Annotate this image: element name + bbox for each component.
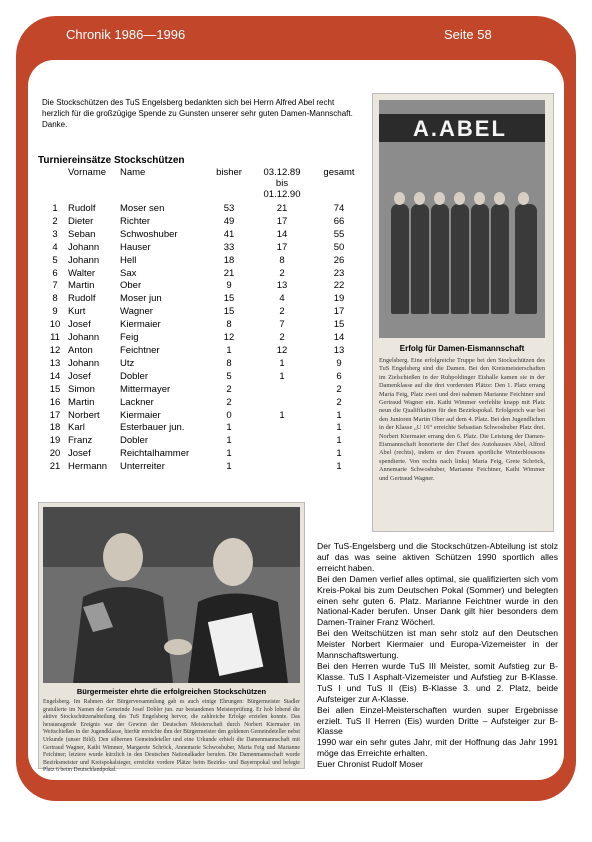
thanks-note: Die Stockschützen des TuS Engelsberg bedankten sich bei Herrn Alfred Abel recht herzlich für die großzügige Spende zu Gunsten unserer sehr guten Damen-Mannschaft. Danke. — [42, 98, 353, 129]
table-row — [42, 345, 362, 358]
article-paragraph: Bei den Weitschützen ist man sehr stolz auf den Deutschen Meister Norbert Kiermaier und Europa-Vizemeister in der Mannschaftswertung. — [317, 628, 558, 661]
row-number: 4 — [52, 241, 58, 253]
row-vorname: Martin — [68, 280, 95, 292]
row-gesamt: 26 — [333, 254, 345, 266]
row-bisher: 8 — [226, 319, 232, 331]
row-gesamt: 17 — [333, 306, 345, 318]
table-row — [42, 358, 362, 371]
row-vorname: Rudolf — [68, 293, 96, 305]
col-header-name: Name — [120, 167, 146, 178]
row-gesamt: 2 — [336, 383, 342, 395]
row-vorname: Johann — [68, 357, 100, 369]
article-paragraph: Bei allen Einzel-Meisterschaften wurden super Ergebnisse erzielt. TuS II Herren (Eis) wurden Dritte – Aufsteiger zur B-Klasse — [317, 704, 558, 737]
article-paragraph: 1990 war ein sehr gutes Jahr, mit der Hoffnung das Jahr 1991 möge das Erreichte erhalten. — [317, 737, 558, 759]
table-row — [42, 216, 362, 229]
row-number: 5 — [52, 254, 58, 266]
table-row — [42, 448, 362, 461]
person-head — [434, 192, 445, 205]
row-number: 1 — [52, 203, 58, 214]
table-row — [42, 384, 362, 397]
row-bisher: 2 — [226, 396, 232, 408]
row-name: Mittermayer — [120, 383, 171, 395]
table-row — [42, 255, 362, 268]
row-bisher: 15 — [223, 306, 235, 318]
table-row — [42, 229, 362, 242]
row-gesamt: 50 — [333, 241, 345, 253]
newspaper-clipping-buergermeister — [38, 502, 305, 774]
person-figure — [515, 204, 537, 314]
row-gesamt: 1 — [336, 409, 342, 421]
row-name: Lackner — [120, 396, 154, 408]
row-period: 8 — [279, 254, 285, 266]
row-period — [248, 397, 316, 410]
row-bisher: 15 — [223, 293, 235, 305]
header-title: Chronik 1986—1996 — [66, 27, 186, 42]
row-name: Hell — [120, 254, 137, 266]
team-photo — [379, 100, 545, 338]
clipping-body: Engelsberg. Im Rahmen der Bürgerversammlung gab es auch einige Ehrungen: Bürgermeister Stadler gratulierte im Namen der Gemeinde Josef Dobler jun. zur bestandenen Meisterprüfung. Er hob lobend die aktive Stockschützenabteilung des TuS Engelsberg hervor, die zahlreiche Erfolge erzielen konnte. Das herausragende Ereignis war der Gewinn der Deutschen Meisterschaft durch Norbert Kiermaier im Weitschießen in der Jugendklasse, hierfür erreichte ihm der Bürgermeister den goldenen Gemeindeteller nebst Urkunde (unser Bild). Den silbernen Gemeindeteller und eine Urkunde erhielt die Damenmannschaft mit Gertraud Wagner, Kathi Wimmer, Margarete Schröck, Annemarie Schwoshuber, Maria Feig und Marianne Feichtner; letztere wurde kürzlich in den Deutschen Nationalkader berufen. Die Damenmannschaft wurde Bezirksmeister und Kreispokalsieger, erreichte vordere Plätze beim Bezirks- und Bayernpokal und belegte Platz 6 beim Deutschlandpokal. — [43, 699, 300, 774]
col-header-period: 03.12.89 bis 01.12.90 — [263, 167, 301, 200]
row-gesamt: 22 — [333, 280, 345, 292]
row-bisher: 1 — [226, 344, 232, 356]
row-number: 18 — [49, 422, 61, 434]
table-row — [42, 280, 362, 293]
row-vorname: Josef — [68, 370, 91, 382]
row-period: 14 — [276, 228, 288, 240]
row-bisher: 0 — [226, 409, 232, 421]
row-number: 10 — [49, 319, 61, 331]
row-vorname: Franz — [68, 435, 93, 447]
table-row — [42, 435, 362, 448]
row-bisher: 49 — [223, 215, 235, 227]
person-head — [394, 192, 405, 205]
row-bisher: 41 — [223, 228, 235, 240]
row-name: Feichtner — [120, 344, 160, 356]
row-period: 7 — [279, 319, 285, 331]
table-row — [42, 293, 362, 306]
article-paragraph: Bei den Herren wurde TuS III Meister, somit Aufstieg zur B-Klasse. TuS I Asphalt-Vizemeister und Aufstieg zur B-Klasse. TuS I und TuS II (Eis) B-Klasse 3. und 2. Platz, beide Aufsteiger zur A-Klasse. — [317, 660, 558, 704]
row-number: 6 — [52, 267, 58, 279]
table-title: Turniereinsätze Stockschützen — [38, 155, 185, 166]
row-bisher: 1 — [226, 448, 232, 460]
row-number: 16 — [49, 396, 61, 408]
row-period: 21 — [276, 203, 288, 214]
article-signature: Euer Chronist Rudolf Moser — [317, 759, 424, 770]
row-period — [248, 461, 316, 474]
row-period: 2 — [279, 267, 285, 279]
row-number: 8 — [52, 293, 58, 305]
row-bisher: 8 — [226, 357, 232, 369]
row-name: Kiermaier — [120, 319, 161, 331]
row-gesamt: 74 — [333, 203, 345, 214]
newspaper-clipping-damen — [372, 93, 554, 532]
row-name: Hauser — [120, 241, 151, 253]
row-vorname: Hermann — [68, 461, 108, 473]
row-name: Utz — [120, 357, 135, 369]
row-vorname: Johann — [68, 332, 100, 344]
table-row — [42, 242, 362, 255]
row-gesamt: 1 — [336, 435, 342, 447]
sign-text: A.ABEL — [413, 116, 507, 141]
table-row — [42, 410, 362, 423]
article-paragraph: Der TuS-Engelsberg und die Stockschützen-Abteilung ist stolz auf das was seine aktiven Schützen 1990 sportlich alles erreicht haben. — [317, 541, 558, 573]
row-vorname: Josef — [68, 319, 91, 331]
row-period: 17 — [276, 241, 288, 253]
row-gesamt: 15 — [333, 319, 345, 331]
row-gesamt: 6 — [336, 370, 342, 382]
table-row — [42, 203, 362, 216]
chronicle-article — [317, 541, 558, 770]
row-period — [248, 384, 316, 397]
row-vorname: Walter — [68, 267, 96, 279]
row-period: 13 — [276, 280, 288, 292]
row-gesamt: 2 — [336, 396, 342, 408]
row-gesamt: 14 — [333, 332, 345, 344]
row-name: Feig — [120, 332, 139, 344]
row-number: 9 — [52, 306, 58, 318]
row-gesamt: 66 — [333, 215, 345, 227]
row-gesamt: 9 — [336, 357, 342, 369]
row-vorname: Rudolf — [68, 203, 96, 214]
row-gesamt: 1 — [336, 448, 342, 460]
table-row — [42, 397, 362, 410]
table-row — [42, 422, 362, 435]
row-period: 2 — [279, 306, 285, 318]
row-vorname: Dieter — [68, 215, 94, 227]
row-period — [248, 448, 316, 461]
row-vorname: Johann — [68, 254, 100, 266]
page-number: Seite 58 — [444, 27, 492, 42]
row-name: Sax — [120, 267, 137, 279]
row-name: Esterbauer jun. — [120, 422, 185, 434]
row-period: 17 — [276, 215, 288, 227]
clipping-body: Engelsberg. Eine erfolgreiche Truppe bei den Stockschützen des TuS Engelsberg sind die Damen. Bei den Kreismeisterschaften im Zielschießen in der Ruhpoldinger Eishalle kamen sie in der Damenklasse auf die drei vordersten Plätze: Den 1. Platz errang Maria Feig, Platz zwei und drei nahmen Marianne Feichtner und Gertraud Wagner ein. Kathi Wimmer verfehlte knapp mit Platz neun die Qualifikation für den Bezirkspokal. Erfolgreich war bei den Junioren Martin Ober auf dem 4. Platz. Bei den Jugendlichen in der Klasse „U 16“ erreichte Sebastian Schwoshuber Platz drei. Norbert Kiermaier errang den 6. Platz. Die Leistung der Damen-Eismannschaft honorierte der Chef des Autohauses Abel, Alfred Abel (rechts), indem er den Frauen sportliche Winterblousons spendierte. Von rechts nach links) Maria Feig, Grete Schröck, Annemarie Schwoshuber, Marianne Feichtner, Kathi Wimmer und Gertraud Wagner. — [379, 357, 545, 482]
row-name: Schwoshuber — [120, 228, 178, 240]
row-bisher: 33 — [223, 241, 235, 253]
row-bisher: 12 — [223, 332, 235, 344]
row-gesamt: 23 — [333, 267, 345, 279]
person-head — [414, 192, 425, 205]
row-name: Moser sen — [120, 203, 165, 214]
row-bisher: 5 — [226, 370, 232, 382]
handshake-photo — [43, 507, 300, 683]
row-vorname: Simon — [68, 383, 95, 395]
row-number: 7 — [52, 280, 58, 292]
row-name: Ober — [120, 280, 142, 292]
row-bisher: 1 — [226, 461, 232, 473]
person-figure — [451, 204, 469, 314]
table-header-row — [42, 167, 362, 203]
row-number: 3 — [52, 228, 58, 240]
row-vorname: Seban — [68, 228, 96, 240]
row-name: Unterreiter — [120, 461, 165, 473]
row-number: 19 — [49, 435, 61, 447]
table-row — [42, 268, 362, 281]
dealer-sign — [379, 114, 545, 142]
row-number: 20 — [49, 448, 61, 460]
row-number: 17 — [49, 409, 61, 421]
row-name: Kiermaier — [120, 409, 161, 421]
row-name: Dobler — [120, 370, 148, 382]
row-number: 14 — [49, 370, 61, 382]
table-row — [42, 319, 362, 332]
row-gesamt: 1 — [336, 422, 342, 434]
row-period — [248, 422, 316, 435]
person-figure — [491, 204, 509, 314]
row-number: 2 — [52, 215, 58, 227]
row-vorname: Norbert — [68, 409, 100, 421]
person-head — [494, 192, 505, 205]
person-figure — [411, 204, 429, 314]
row-period: 1 — [279, 370, 285, 382]
row-vorname: Martin — [68, 396, 95, 408]
row-period — [248, 435, 316, 448]
row-period: 12 — [276, 344, 288, 356]
col-header-no — [42, 167, 68, 203]
row-gesamt: 13 — [333, 344, 345, 356]
row-bisher: 21 — [223, 267, 235, 279]
article-paragraph: Bei den Damen verlief alles optimal, sie qualifizierten sich vom Kreis-Pokal bis zum Deutschen Pokal (Sommer) und belegten einen sehr guten 6. Platz. Marianne Feichtner wurde in den National-Kader berufen. Unser Dank gilt hier besonders dem Damen-Trainer Franz Wöcherl. — [317, 573, 558, 628]
person-head — [474, 192, 485, 205]
person-figure — [471, 204, 489, 314]
row-bisher: 1 — [226, 435, 232, 447]
row-name: Dobler — [120, 435, 148, 447]
row-period: 1 — [279, 357, 285, 369]
row-bisher: 1 — [226, 422, 232, 434]
person-figure — [431, 204, 449, 314]
tournament-table — [42, 167, 362, 474]
row-bisher: 9 — [226, 280, 232, 292]
row-name: Wagner — [120, 306, 153, 318]
person-figure — [391, 204, 409, 314]
row-number: 11 — [50, 332, 60, 344]
col-header-gesamt: gesamt — [323, 167, 355, 178]
handshake-photo-illustration — [43, 507, 300, 683]
table-row — [42, 306, 362, 319]
row-name: Moser jun — [120, 293, 162, 305]
row-number: 13 — [49, 357, 61, 369]
row-vorname: Karl — [68, 422, 85, 434]
row-period: 1 — [279, 409, 285, 421]
row-bisher: 53 — [223, 203, 235, 214]
row-vorname: Johann — [68, 241, 100, 253]
row-gesamt: 19 — [333, 293, 345, 305]
row-vorname: Anton — [68, 344, 93, 356]
table-row — [42, 332, 362, 345]
person-head — [518, 192, 529, 205]
row-vorname: Kurt — [68, 306, 86, 318]
row-gesamt: 55 — [333, 228, 345, 240]
row-number: 12 — [49, 344, 61, 356]
row-period: 2 — [279, 332, 285, 344]
row-number: 21 — [49, 461, 61, 473]
row-period: 4 — [279, 293, 285, 305]
row-number: 15 — [49, 383, 61, 395]
clipping-caption: Erfolg für Damen-Eismannschaft — [399, 344, 525, 353]
person-head — [454, 192, 465, 205]
row-name: Reichtalhammer — [120, 448, 190, 460]
row-bisher: 18 — [223, 254, 235, 266]
clipping-caption: Bürgermeister ehrte die erfolgreichen Stockschützen — [76, 687, 267, 696]
row-vorname: Josef — [68, 448, 91, 460]
table-row — [42, 371, 362, 384]
row-name: Richter — [120, 215, 151, 227]
row-gesamt: 1 — [336, 461, 342, 473]
col-header-vorname: Vorname — [68, 167, 107, 178]
table-row — [42, 461, 362, 474]
row-bisher: 2 — [226, 383, 232, 395]
col-header-bisher: bisher — [216, 167, 242, 178]
